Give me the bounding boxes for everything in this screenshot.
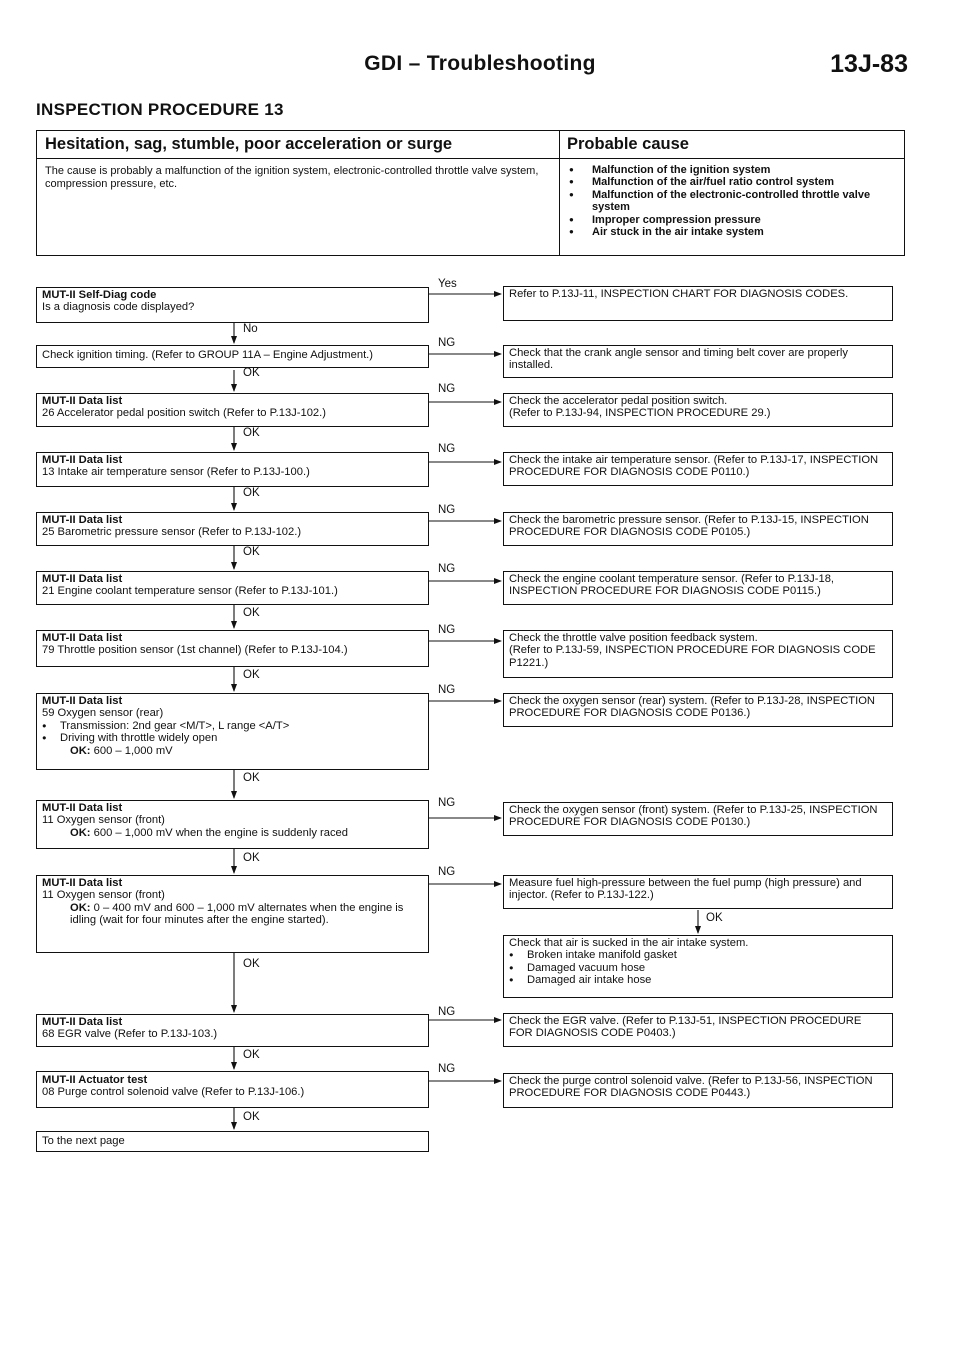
ng-label: NG <box>438 684 456 696</box>
ng-label: NG <box>438 1063 456 1075</box>
result-text: Check that the crank angle sensor and timing belt cover are properly installed. <box>509 347 848 372</box>
step-text: 68 EGR valve (Refer to P.13J-103.) <box>42 1028 218 1041</box>
ng-label: NG <box>438 866 456 878</box>
page-header-title: GDI – Troubleshooting <box>364 52 596 75</box>
step-title: MUT-II Data list <box>42 632 123 644</box>
list-item: ● Broken intake manifold gasket <box>509 949 887 961</box>
result-text: Check the engine coolant temperature sensor. (Refer to P.13J-18, INSPECTION PROCEDURE FOR DIAGNOSIS CODE P0115.) <box>509 573 835 598</box>
result-diag-codes <box>503 286 893 321</box>
probable-cause-list <box>567 164 897 238</box>
step-text: 59 Oxygen sensor (rear) <box>42 707 164 720</box>
step-text: 25 Barometric pressure sensor (Refer to P.13J-102.) <box>42 526 302 539</box>
ok-criterion-label: OK: <box>70 826 91 839</box>
ok-criterion-value: 0 – 400 mV and 600 – 1,000 mV alternates when the engine is idling (wait for four minutes after the engine started). <box>70 901 404 927</box>
result-text: Check the accelerator pedal position switch. <box>509 395 728 407</box>
result-throttle-feedback <box>503 630 893 678</box>
page-number: 13J-83 <box>830 50 908 78</box>
result-barometric-pressure <box>503 512 893 546</box>
step-title: MUT-II Data list <box>42 454 123 466</box>
result-text: Check that air is sucked in the air intake system. <box>509 937 749 949</box>
step-data-list-25 <box>36 512 429 546</box>
result-intake-air-temp <box>503 452 893 486</box>
step-self-diag-code <box>36 287 429 323</box>
ok-label: OK <box>243 772 260 784</box>
step-data-list-13 <box>36 452 429 487</box>
result-egr-valve <box>503 1013 893 1047</box>
list-item: ● Malfunction of the ignition system <box>567 164 897 176</box>
list-item: ● Improper compression pressure <box>567 214 897 226</box>
result-text: Check the oxygen sensor (front) system. (Refer to P.13J-25, INSPECTION PROCEDURE FOR DIAGNOSIS CODE P0130.) <box>509 804 878 829</box>
ok-criterion <box>42 745 423 757</box>
ng-label: NG <box>438 1006 456 1018</box>
result-text: Check the EGR valve. (Refer to P.13J-51, INSPECTION PROCEDURE FOR DIAGNOSIS CODE P0403.) <box>509 1015 862 1040</box>
probable-cause-header: Probable cause <box>567 135 689 153</box>
result-text: Refer to P.13J-11, INSPECTION CHART FOR DIAGNOSIS CODES. <box>509 288 849 300</box>
result-text: Check the oxygen sensor (rear) system. (Refer to P.13J-28, INSPECTION PROCEDURE FOR DIAGNOSIS CODE P0136.) <box>509 695 876 720</box>
step-title: MUT-II Data list <box>42 1016 123 1028</box>
ok-label: OK <box>243 487 260 499</box>
ok-label: OK <box>243 1111 260 1123</box>
step-ignition-timing <box>36 345 429 368</box>
step-title: MUT-II Data list <box>42 573 123 585</box>
ng-label: NG <box>438 443 456 455</box>
symptom-description: The cause is probably a malfunction of the ignition system, electronic-controlled throttle valve system, compression pressure, etc. <box>45 165 539 190</box>
ok-label: OK <box>706 912 723 924</box>
ok-label: OK <box>243 958 260 970</box>
step-text: To the next page <box>42 1135 125 1147</box>
procedure-title: INSPECTION PROCEDURE 13 <box>36 100 284 119</box>
ok-label: OK <box>243 607 260 619</box>
ok-criterion-label: OK: <box>70 744 91 757</box>
step-title: MUT-II Data list <box>42 877 123 889</box>
list-item: ● Air stuck in the air intake system <box>567 226 897 238</box>
step-data-list-79 <box>36 630 429 667</box>
ok-label: OK <box>243 367 260 379</box>
ok-label: OK <box>243 669 260 681</box>
step-title: MUT-II Data list <box>42 695 123 707</box>
ok-criterion-value: 600 – 1,000 mV when the engine is suddenly raced <box>93 826 349 839</box>
result-accelerator-pedal <box>503 393 893 427</box>
step-text: 79 Throttle position sensor (1st channel) (Refer to P.13J-104.) <box>42 644 348 657</box>
ok-label: OK <box>243 1049 260 1061</box>
step-data-list-59 <box>36 693 429 770</box>
result-air-intake-leak <box>503 935 893 998</box>
step-text: 26 Accelerator pedal position switch (Refer to P.13J-102.) <box>42 407 326 420</box>
result-text: Check the throttle valve position feedback system. <box>509 632 758 644</box>
symptom-header: Hesitation, sag, stumble, poor acceleration or surge <box>45 135 453 153</box>
step-data-list-11-raced <box>36 800 429 849</box>
step-text: 13 Intake air temperature sensor (Refer to P.13J-100.) <box>42 466 310 479</box>
ng-label: NG <box>438 504 456 516</box>
step-text: Check ignition timing. (Refer to GROUP 11A – Engine Adjustment.) <box>42 349 374 361</box>
step-data-list-68 <box>36 1014 429 1047</box>
ng-label: NG <box>438 563 456 575</box>
result-text: Check the barometric pressure sensor. (Refer to P.13J-15, INSPECTION PROCEDURE FOR DIAGNOSIS CODE P0105.) <box>509 514 869 539</box>
ok-criterion-value: 600 – 1,000 mV <box>93 744 173 757</box>
ng-label: NG <box>438 337 456 349</box>
step-text: 08 Purge control solenoid valve (Refer to P.13J-106.) <box>42 1086 305 1099</box>
step-text: 11 Oxygen sensor (front) <box>42 889 165 902</box>
ok-label: OK <box>243 546 260 558</box>
result-text: Measure fuel high-pressure between the fuel pump (high pressure) and injector. (Refer to P.13J-122.) <box>509 877 862 902</box>
list-item: ● Damaged air intake hose <box>509 974 887 986</box>
step-title: MUT-II Data list <box>42 395 123 407</box>
step-text: 21 Engine coolant temperature sensor (Refer to P.13J-101.) <box>42 585 338 598</box>
yes-label: Yes <box>438 278 457 290</box>
ok-criterion <box>42 902 423 927</box>
result-oxygen-sensor-rear <box>503 693 893 727</box>
step-data-list-11-idle <box>36 875 429 953</box>
result-purge-solenoid <box>503 1073 893 1108</box>
result-crank-angle-sensor <box>503 345 893 378</box>
list-item: ● Malfunction of the air/fuel ratio control system <box>567 176 897 188</box>
symptom-table <box>36 130 905 256</box>
step-actuator-test-08 <box>36 1071 429 1108</box>
step-title: MUT-II Self-Diag code <box>42 289 157 301</box>
step-data-list-21 <box>36 571 429 605</box>
step-condition: ● Driving with throttle widely open <box>42 732 423 744</box>
result-text: Check the intake air temperature sensor. (Refer to P.13J-17, INSPECTION PROCEDURE FOR DIAGNOSIS CODE P0110.) <box>509 454 879 479</box>
result-text: (Refer to P.13J-59, INSPECTION PROCEDURE FOR DIAGNOSIS CODE P1221.) <box>509 644 876 669</box>
no-label: No <box>243 323 258 335</box>
step-title: MUT-II Data list <box>42 514 123 526</box>
result-oxygen-sensor-front <box>503 802 893 836</box>
step-data-list-26 <box>36 393 429 427</box>
step-text: 11 Oxygen sensor (front) <box>42 814 165 827</box>
ng-label: NG <box>438 624 456 636</box>
ng-label: NG <box>438 383 456 395</box>
result-coolant-temp <box>503 571 893 605</box>
list-item: ● Malfunction of the electronic-controlled throttle valve system <box>567 189 897 214</box>
result-fuel-high-pressure <box>503 875 893 909</box>
result-text: (Refer to P.13J-94, INSPECTION PROCEDURE 29.) <box>509 407 771 420</box>
step-text: Is a diagnosis code displayed? <box>42 301 195 314</box>
ok-label: OK <box>243 852 260 864</box>
ok-label: OK <box>243 427 260 439</box>
step-next-page <box>36 1131 429 1152</box>
list-item: ● Damaged vacuum hose <box>509 962 887 974</box>
ng-label: NG <box>438 797 456 809</box>
step-condition: ● Transmission: 2nd gear <M/T>, L range <A/T> <box>42 720 423 732</box>
step-title: MUT-II Actuator test <box>42 1074 148 1086</box>
step-title: MUT-II Data list <box>42 802 123 814</box>
ok-criterion-label: OK: <box>70 901 91 914</box>
result-text: Check the purge control solenoid valve. (Refer to P.13J-56, INSPECTION PROCEDURE FOR DIAGNOSIS CODE P0443.) <box>509 1075 873 1100</box>
ok-criterion <box>42 827 423 839</box>
